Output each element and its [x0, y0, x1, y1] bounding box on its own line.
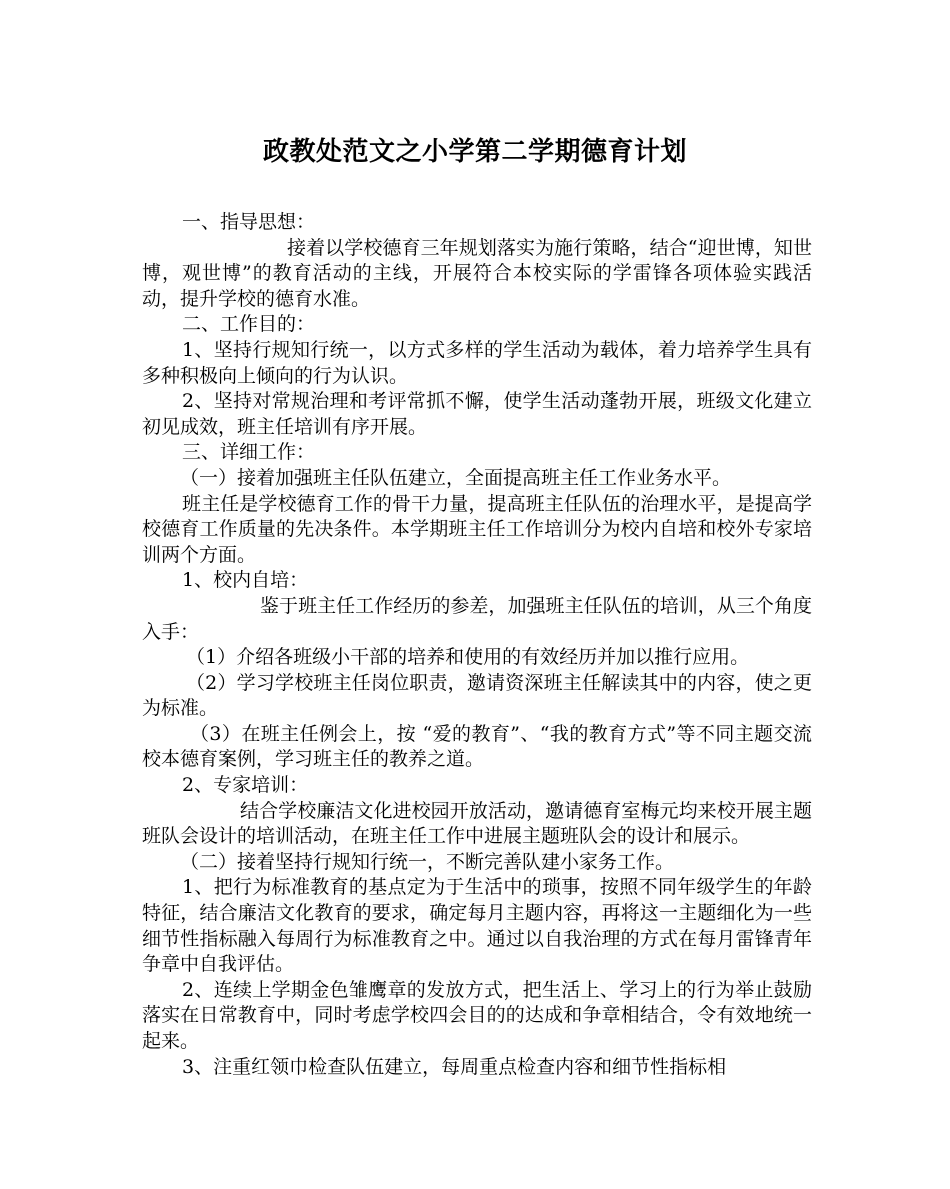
paragraph: 鉴于班主任工作经历的参差，加强班主任队伍的培训，从三个角度入手：: [142, 594, 812, 643]
section-heading-guiding-ideology: 一、指导思想：: [182, 211, 316, 233]
document-title: 政教处范文之小学第二学期德育计划: [262, 137, 687, 167]
paragraph: 1、坚持行规知行统一，以方式多样的学生活动为载体，着力培养学生具有多种积极向上倾向的行为认识。: [142, 338, 812, 387]
paragraph: 2、连续上学期金色雏鹰章的发放方式，把生活上、学习上的行为举止鼓励落实在日常教育中，同时考虑学校四会目的的达成和争章相结合，令有效地统一起来。: [142, 978, 812, 1052]
section-heading-detailed-work: 三、详细工作：: [182, 441, 316, 464]
paragraph: 3、注重红领巾检查队伍建立，每周重点检查内容和细节性指标相: [182, 1055, 727, 1078]
paragraph: 结合学校廉洁文化进校园开放活动，邀请德育室梅元均来校开展主题班队会设计的培训活动，在班主任工作中进展主题班队会的设计和展示。: [142, 799, 812, 848]
section-heading-work-goals: 二、工作目的：: [182, 313, 316, 336]
item-heading: 2、专家培训：: [182, 774, 309, 797]
list-item: （3）在班主任例会上，按 “爱的教育”、“我的教育方式”等不同主题交流校本德育案例，学习班主任的教养之道。: [142, 722, 812, 771]
list-item: （1）介绍各班级小干部的培养和使用的有效经历并加以推行应用。: [186, 646, 750, 669]
item-heading: 1、校内自培：: [182, 569, 309, 592]
paragraph: 接着以学校德育三年规划落实为施行策略，结合“迎世博，知世博，观世博”的教育活动的主线，开展符合本校实际的学雷锋各项体验实践活动，提升学校的德育水准。: [142, 236, 812, 310]
list-item: （2）学习学校班主任岗位职责，邀请资深班主任解读其中的内容，使之更为标准。: [142, 671, 812, 720]
paragraph: 1、把行为标准教育的基点定为于生活中的琐事，按照不同年级学生的年龄特征，结合廉洁文化教育的要求，确定每月主题内容，再将这一主题细化为一些细节性指标融入每周行为标准教育之中。通过以自我治理的方式在每月雷锋青年争章中自我评估。: [142, 876, 812, 976]
subsection-heading: （二）接着坚持行规知行统一，不断完善队建小家务工作。: [180, 850, 675, 873]
paragraph: 班主任是学校德育工作的骨干力量，提高班主任队伍的治理水平，是提高学校德育工作质量的先决条件。本学期班主任工作培训分为校内自培和校外专家培训两个方面。: [142, 492, 812, 566]
paragraph: 2、坚持对常规治理和考评常抓不懈，使学生活动蓬勃开展，班级文化建立初见成效，班主任培训有序开展。: [142, 390, 812, 438]
subsection-heading: （一）接着加强班主任队伍建立，全面提高班主任工作业务水平。: [180, 466, 732, 489]
document-body: [142, 210, 812, 1080]
